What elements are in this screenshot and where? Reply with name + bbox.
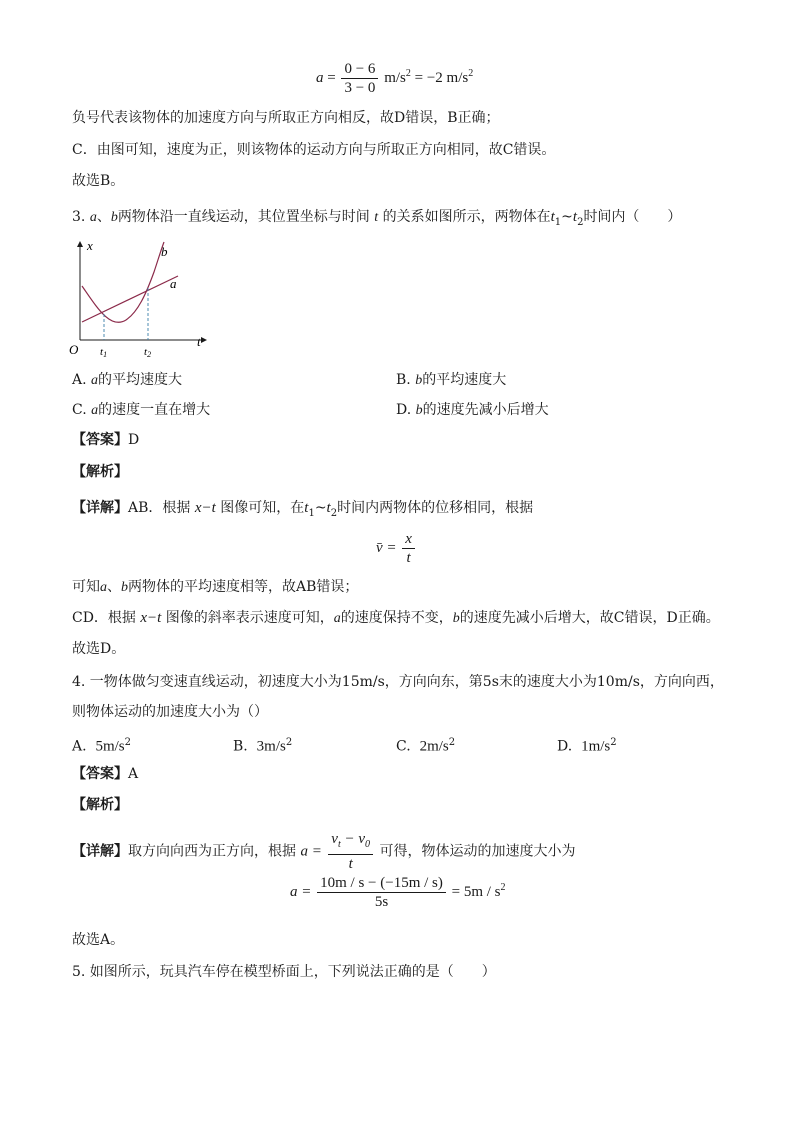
- q3-option-b[interactable]: B. b的平均速度大: [396, 372, 507, 388]
- origin-label: O: [69, 342, 79, 357]
- y-axis-label: x: [87, 238, 93, 253]
- q3-answer: 【答案】D: [72, 432, 140, 448]
- q3-stem: 3. a、b两物体沿一直线运动，其位置坐标与时间 t 的关系如图所示，两物体在$t_1\sim t_2$时间内（ ）: [72, 209, 682, 228]
- q4-option-a[interactable]: A. $5m/s^2$: [72, 737, 132, 755]
- q3-option-d[interactable]: D. b的速度先减小后增大: [396, 402, 549, 418]
- q3-option-c[interactable]: C. a的速度一直在增大: [72, 402, 211, 418]
- q3-option-a[interactable]: A. a的平均速度大: [72, 372, 183, 388]
- q3-xt-graph: [66, 236, 216, 360]
- q4-stem-2: 则物体运动的加速度大小为（）: [72, 704, 268, 720]
- q3-detail-3: CD．根据 x−t 图像的斜率表示速度可知，a的速度保持不变，b的速度先减小后增大，故C错误，D正确。: [72, 610, 720, 626]
- q3-avg-formula: v̄ = $\frac{x}{t}$: [376, 530, 417, 567]
- q4-option-d[interactable]: D. $1m/s^2$: [557, 737, 617, 755]
- q2-result: = −2 m/s: [414, 69, 469, 86]
- tick-t2: t2: [144, 346, 152, 359]
- q2-line-b: 负号代表该物体的加速度方向与所取正方向相反，故D错误，B正确；: [72, 110, 500, 126]
- line-a: [82, 276, 178, 322]
- q2-formula-lhs: a: [316, 69, 324, 86]
- q4-inline-fraction: $\frac{v_t - v_0}{t}$: [328, 830, 373, 873]
- curve-b: [82, 242, 164, 322]
- q4-analysis-label: 【解析】: [72, 797, 128, 813]
- q3-detail-1: 【详解】AB．根据 x−t 图像可知，在$t_1\sim t_2$时间内两物体的位移相同，根据: [72, 500, 534, 519]
- q2-formula: a = $\frac{0 - 6}{3 - 0}$ $m/s^2 = -2$ $m/s^2$: [316, 61, 474, 96]
- q2-unit: m/s: [384, 69, 406, 86]
- q2-fraction-den: 3 − 0: [344, 80, 376, 96]
- curve-b-label: b: [161, 244, 168, 259]
- q5-stem: 5. 如图所示，玩具汽车停在模型桥面上，下列说法正确的是（ ）: [72, 964, 496, 980]
- q4-stem-1: 4. 一物体做匀变速直线运动，初速度大小为15m/s，方向向东，第5s末的速度大小为10m/s，方向向西，: [72, 674, 724, 690]
- q4-answer: 【答案】A: [72, 766, 139, 782]
- q2-choose: 故选B。: [72, 173, 125, 189]
- q2-fraction-num: 0 − 6: [341, 60, 378, 79]
- line-a-label: a: [170, 276, 177, 291]
- q4-option-c[interactable]: C. $2m/s^2$: [396, 737, 456, 755]
- q4-choose: 故选A。: [72, 932, 125, 948]
- q4-detail: 【详解】取方向向西为正方向，根据 a = $\frac{v_t - v_0}{t}$ 可得，物体运动的加速度大小为: [72, 831, 576, 872]
- q3-analysis-label: 【解析】: [72, 464, 128, 480]
- q4-big-formula: a = $\frac{10m / s - (-15m / s)}{5s}$ = $5m / s^2$: [290, 875, 506, 910]
- x-axis-label: t: [197, 334, 201, 349]
- tick-t1: t1: [100, 346, 108, 359]
- q4-option-b[interactable]: B. $3m/s^2$: [233, 737, 293, 755]
- q3-choose: 故选D。: [72, 641, 126, 657]
- q3-detail-2: 可知a、b两物体的平均速度相等，故AB错误；: [72, 579, 359, 595]
- q2-fraction: [341, 60, 378, 97]
- q2-line-c: C．由图可知，速度为正，则该物体的运动方向与所取正方向相同，故C错误。: [72, 142, 556, 158]
